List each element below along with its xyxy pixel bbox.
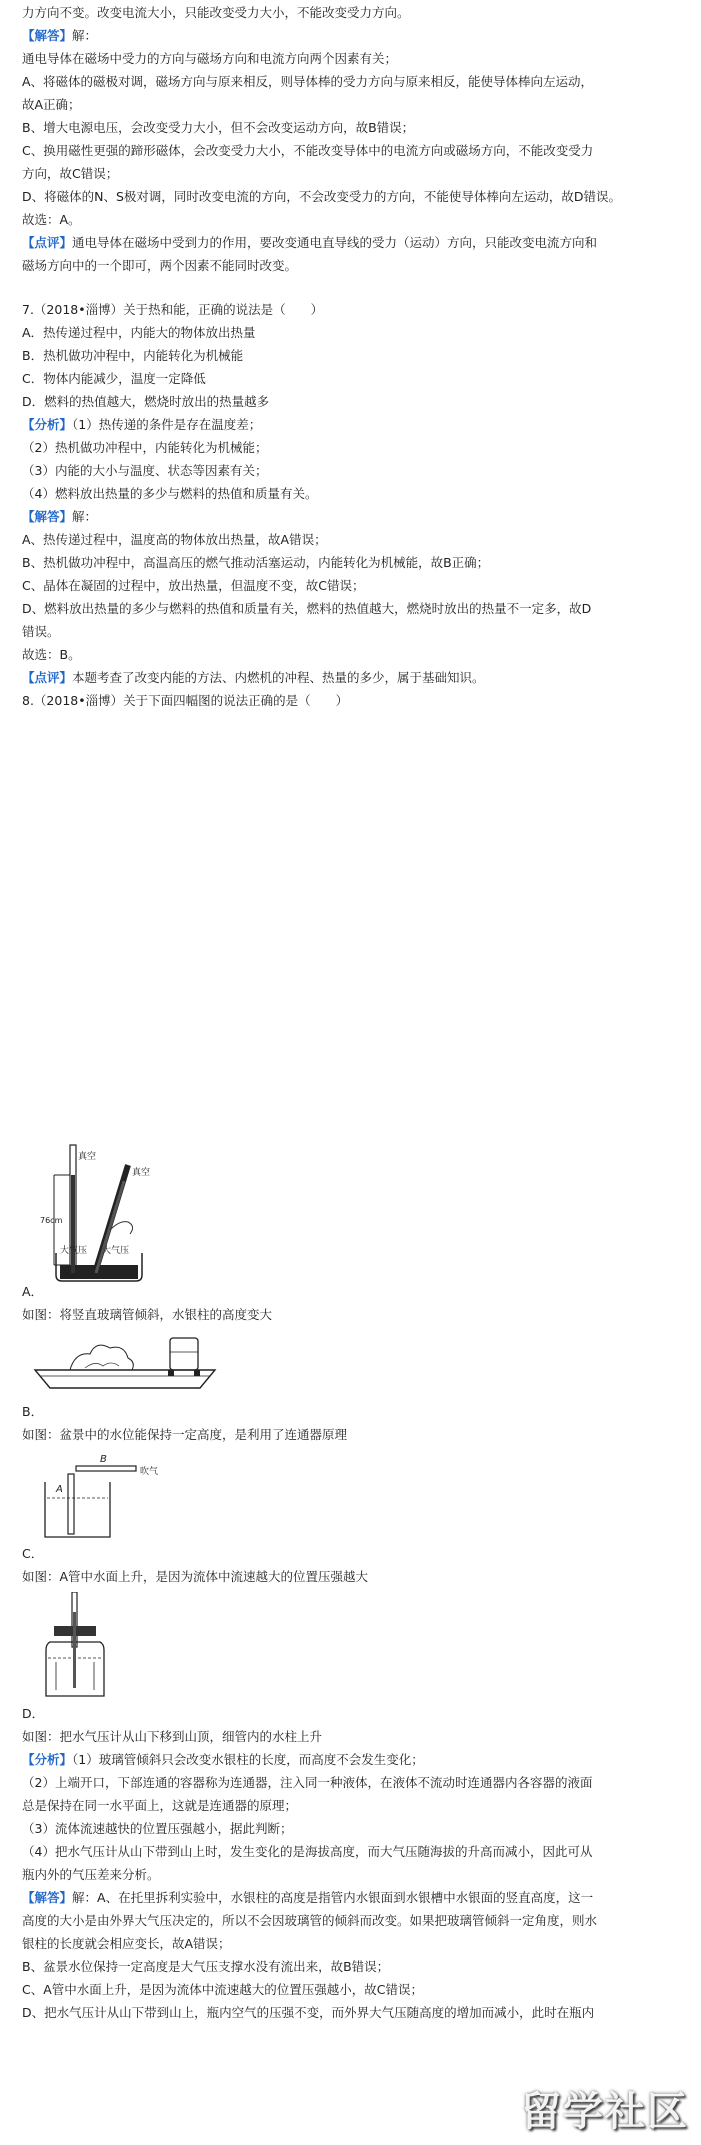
- text-line: 故选：A。: [22, 212, 81, 227]
- option-b: B．热机做功冲程中，内能转化为机械能: [22, 348, 244, 363]
- text-line: 故选：B。: [22, 647, 81, 662]
- bonsai-figure: [30, 1330, 220, 1400]
- answer-line: [22, 508, 97, 526]
- text: （1）热传递的条件是存在温度差；: [72, 417, 262, 432]
- text-line: 银柱的长度就会相应变长，故A错误；: [22, 1936, 231, 1951]
- text: 解：A、在托里拆利实验中，水银柱的高度是指管内水银面到水银槽中水银面的竖直高度，这一: [72, 1890, 594, 1905]
- answer-tag: 【解答】: [22, 1890, 73, 1905]
- text-line: A、热传递过程中，温度高的物体放出热量，故A错误；: [22, 532, 327, 547]
- caption-d: 如图：把水气压计从山下移到山顶，细管内的水柱上升: [22, 1729, 323, 1744]
- text-line: 高度的大小是由外界大气压决定的，所以不会因玻璃管的倾斜而改变。如果把玻璃管倾斜一定角度，则水: [22, 1913, 598, 1928]
- text: 通电导体在磁场中受到力的作用，要改变通电直导线的受力（运动）方向，只能改变电流方向和: [72, 235, 598, 250]
- label-blow: 吹气: [140, 1467, 159, 1477]
- text-line: 错误。: [22, 624, 60, 639]
- answer-tag: 【解答】: [22, 509, 73, 524]
- text-line: 力方向不变。改变电流大小，只能改变受力大小，不能改变受力方向。: [22, 5, 410, 20]
- label-a: A: [56, 1484, 63, 1495]
- label-b: B: [100, 1454, 107, 1465]
- text-line: D、燃料放出热量的多少与燃料的热值和质量有关，燃料的热值越大，燃烧时放出的热量不一定多，故D: [22, 601, 592, 616]
- label-76cm: 76cm: [40, 1216, 63, 1225]
- text-line: C、A管中水面上升，是因为流体中流速越大的位置压强越小，故C错误；: [22, 1982, 424, 1997]
- text-line: （2）热机做功冲程中，内能转化为机械能；: [22, 440, 268, 455]
- analysis-tag: 【分析】: [22, 1752, 73, 1767]
- analysis-line: [22, 1751, 424, 1769]
- answer-line: [22, 27, 97, 45]
- option-d: D．: [22, 1706, 45, 1721]
- option-c: C．物体内能减少，温度一定降低: [22, 371, 206, 386]
- blow-tube-figure: [40, 1452, 170, 1542]
- text-line: 故A正确；: [22, 97, 81, 112]
- text-line: （2）上端开口，下部连通的容器称为连通器，注入同一种液体，在液体不流动时连通器内各容器的液面: [22, 1775, 593, 1790]
- comment-tag: 【点评】: [22, 670, 73, 685]
- text-line: （4）把水气压计从山下带到山上时，发生变化的是海拔高度，而大气压随海拔的升高而减小，因此可从: [22, 1844, 593, 1859]
- text-line: C、换用磁性更强的蹄形磁体，会改变受力大小，不能改变导体中的电流方向或磁场方向，不能改变受力: [22, 143, 594, 158]
- caption-c: 如图：A管中水面上升，是因为流体中流速越大的位置压强越大: [22, 1569, 369, 1584]
- question-7: 7.（2018•淄博）关于热和能，正确的说法是（ ）: [22, 302, 324, 317]
- label-atm-1: 大气压: [60, 1246, 88, 1256]
- text: 本题考查了改变内能的方法、内燃机的冲程、热量的多少，属于基础知识。: [72, 670, 485, 685]
- torricelli-figure: [40, 1135, 160, 1290]
- label-vacuum-1: 真空: [78, 1152, 97, 1162]
- caption-b: 如图：盆景中的水位能保持一定高度，是利用了连通器原理: [22, 1427, 348, 1442]
- analysis-tag: 【分析】: [22, 417, 73, 432]
- option-a: A．: [22, 1284, 44, 1299]
- question-8: 8.（2018•淄博）关于下面四幅图的说法正确的是（ ）: [22, 693, 349, 708]
- option-b: B．: [22, 1404, 44, 1419]
- answer-tag: 【解答】: [22, 28, 73, 43]
- caption-a: 如图：将竖直玻璃管倾斜，水银柱的高度变大: [22, 1307, 273, 1322]
- comment-tag: 【点评】: [22, 235, 73, 250]
- text-line: B、增大电源电压，会改变受力大小，但不会改变运动方向，故B错误；: [22, 120, 415, 135]
- text-line: 通电导体在磁场中受力的方向与磁场方向和电流方向两个因素有关；: [22, 51, 398, 66]
- text-line: 瓶内外的气压差来分析。: [22, 1867, 160, 1882]
- label-atm-2: 大气压: [102, 1246, 130, 1256]
- barometer-bottle-figure: [40, 1592, 120, 1702]
- text: （1）玻璃管倾斜只会改变水银柱的长度，而高度不会发生变化；: [72, 1752, 424, 1767]
- text-line: D、将磁体的N、S极对调，同时改变电流的方向，不会改变受力的方向，不能使导体棒向左运动，故D错误。: [22, 189, 622, 204]
- text-line: （3）流体流速越快的位置压强越小，据此判断；: [22, 1821, 293, 1836]
- text: 解：: [72, 28, 98, 43]
- text-line: 方向，故C错误；: [22, 166, 119, 181]
- site-watermark-logo: 留学社区: [521, 2089, 689, 2135]
- option-d: D．燃料的热值越大，燃烧时放出的热量越多: [22, 394, 270, 409]
- comment-line: [22, 234, 597, 252]
- label-vacuum-2: 真空: [132, 1168, 151, 1178]
- text-line: B、热机做功冲程中，高温高压的燃气推动活塞运动，内能转化为机械能，故B正确；: [22, 555, 490, 570]
- text-line: C、晶体在凝固的过程中，放出热量，但温度不变，故C错误；: [22, 578, 365, 593]
- text: 解：: [72, 509, 98, 524]
- text-line: （4）燃料放出热量的多少与燃料的热值和质量有关。: [22, 486, 318, 501]
- text-line: B、盆景水位保持一定高度是大气压支撑水没有流出来，故B错误；: [22, 1959, 390, 1974]
- text-line: 磁场方向中的一个即可，两个因素不能同时改变。: [22, 258, 298, 273]
- text-line: （3）内能的大小与温度、状态等因素有关；: [22, 463, 268, 478]
- option-a: A．热传递过程中，内能大的物体放出热量: [22, 325, 256, 340]
- text-line: D、把水气压计从山下带到山上，瓶内空气的压强不变，而外界大气压随高度的增加而减小，此时在瓶内: [22, 2005, 595, 2020]
- analysis-line: [22, 416, 261, 434]
- comment-line: [22, 669, 485, 687]
- answer-line: [22, 1889, 593, 1907]
- text-line: 总是保持在同一水平面上，这就是连通器的原理；: [22, 1798, 298, 1813]
- option-c: C．: [22, 1546, 44, 1561]
- text-line: A、将磁体的磁极对调，磁场方向与原来相反，则导体棒的受力方向与原来相反，能使导体棒向左运动，: [22, 74, 594, 89]
